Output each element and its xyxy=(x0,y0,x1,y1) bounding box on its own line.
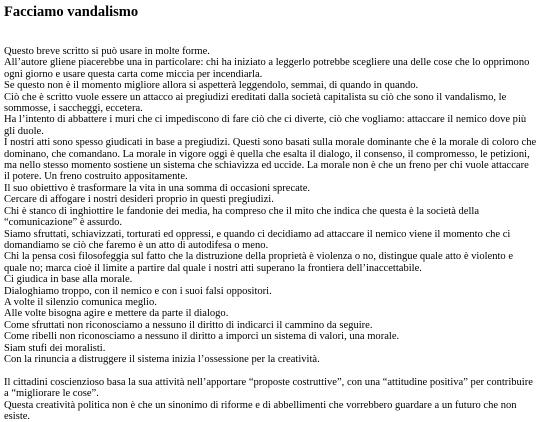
paragraph: Il suo obiettivo è trasformare la vita in una somma di occasioni sprecate. xyxy=(4,182,311,194)
paragraph: Ciò che è scritto vuole essere un attacco ai pregiudizi ereditati dalla società capitalista su ciò che sono il vandalismo, le sommosse, i saccheggi, eccetera. xyxy=(4,91,507,115)
paragraph: Questo breve scritto si può usare in molte forme. xyxy=(4,46,210,57)
paragraph: Siam stufi dei moralisti. xyxy=(4,342,106,354)
paragraph: Chi è stanco di inghiottire le fandonie dei media, ha compreso che il mito che indica che questa è la società della “comunicazione” è assurdo. xyxy=(4,205,480,229)
paragraph: Come sfruttati non riconosciamo a nessuno il diritto di indicarci il cammino da seguire. xyxy=(4,319,373,331)
document-body xyxy=(4,46,537,422)
paragraph: Il cittadini coscienzioso basa la sua attività nell’apportare “proposte costruttive”, con una “attitudine positiva” per contribuire a “migliorare le cose”. xyxy=(4,376,533,400)
paragraph: Ha l’intento di abbattere i muri che ci impediscono di fare ciò che ci diverte, ciò che vogliamo: attaccare il nemico dove più gli duole. xyxy=(4,114,527,137)
paragraph: All’autore gliene piacerebbe una in particolare: chi ha iniziato a leggerlo potrebbe scegliere una delle cose che lo opprimono ogni giorno e usare questa carta come miccia per incendiarla. xyxy=(4,57,530,80)
paragraph: A volte il silenzio comunica meglio. xyxy=(4,296,157,308)
paragraph: Se questo non è il momento migliore allora si aspetterà leggendolo, semmai, di quando in quando. xyxy=(4,80,419,92)
paragraph: Chi la pensa così filosofeggia sul fatto che la distruzione della proprietà è violenza o no, distingue quale atto è violento e quale no; marca cioè il limite a partire dal quale i nostri atti superano la frontiera dell’inaccettabile. xyxy=(4,251,514,274)
paragraph: Siamo sfruttati, schiavizzati, torturati ed oppressi, e quando ci decidiamo ad attaccare il nemico viene il momento che ci domandiamo se ciò che faremo è un atto di autodifesa o meno. xyxy=(4,228,511,251)
document-title: Facciamo vandalismo xyxy=(4,4,139,20)
paragraph: Ci giudica in base alla morale. xyxy=(4,274,133,286)
paragraph: Alle volte bisogna agire e mettere da parte il dialogo. xyxy=(4,308,229,320)
paragraph: Questa creatività politica non è che un sinonimo di riforme e di abbellimenti che vorrebbero guardare a un futuro che non esiste. xyxy=(4,399,517,422)
paragraph: Con la rinuncia a distruggere il sistema inizia l’ossessione per la creatività. xyxy=(4,353,320,365)
paragraph: I nostri atti sono spesso giudicati in base a pregiudizi. Questi sono basati sulla morale dominante che è la morale di coloro che dominano, che comandano. La morale in vigore oggi è quella che esalta il dialogo, il consenso, il compromesso, le petizioni, ma nello stesso momento sostiene un sistema che schiavizza ed uccide. La morale non è che un freno per chi vuole attaccare il potere. Un freno costruito appositamente. xyxy=(4,137,537,183)
paragraph: Come ribelli non riconosciamo a nessuno il diritto a imporci un sistema di valori, una morale. xyxy=(4,331,400,343)
paragraph-spacer xyxy=(4,365,537,376)
paragraph: Cercare di affogare i nostri desideri proprio in questi pregiudizi. xyxy=(4,194,274,206)
paragraph: Dialoghiamo troppo, con il nemico e con i suoi falsi oppositori. xyxy=(4,285,272,297)
